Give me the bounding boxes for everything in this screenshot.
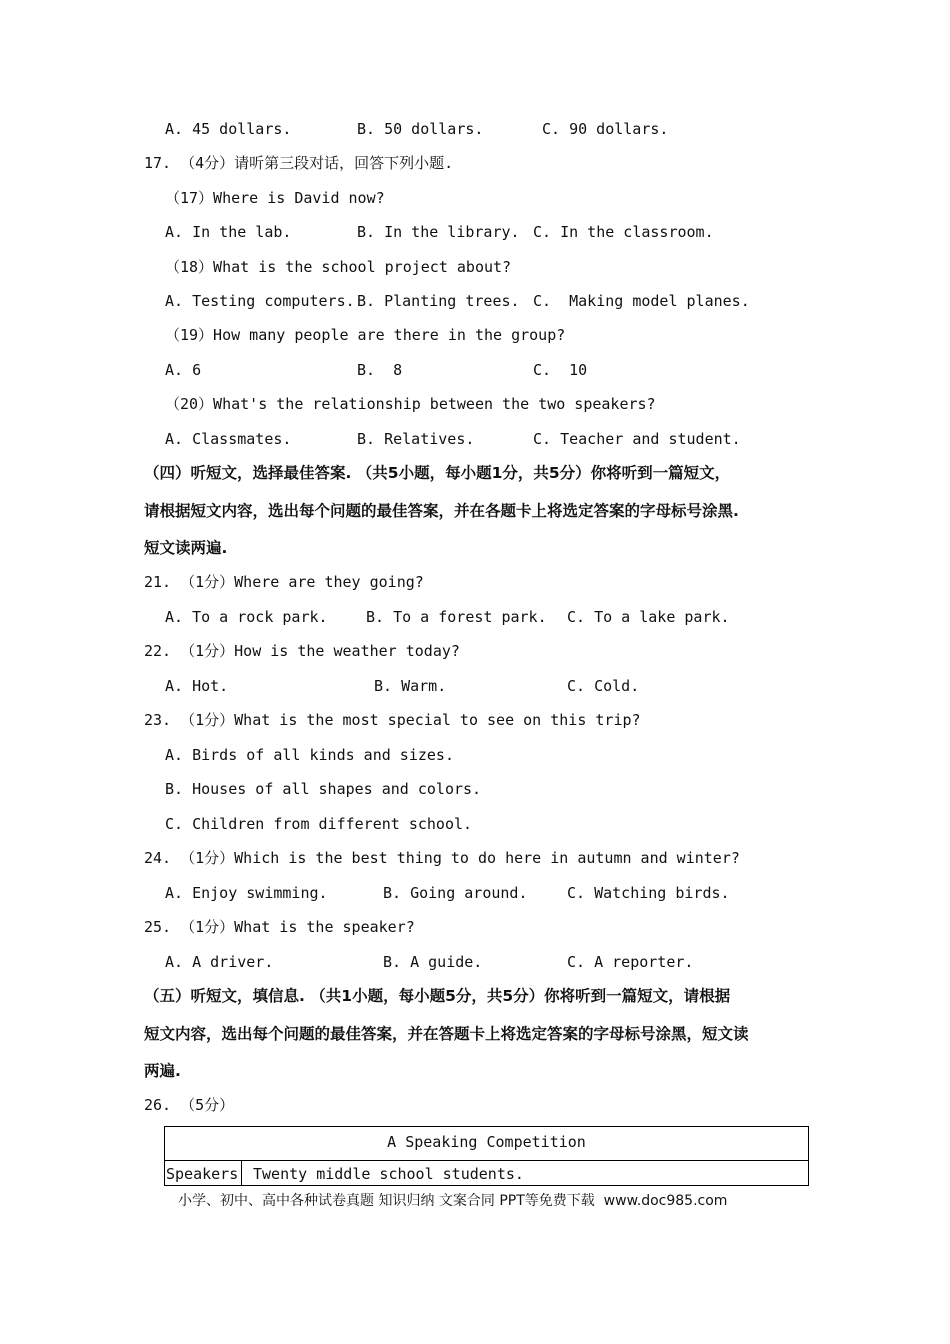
sub18-option-a: A. Testing computers.: [165, 292, 355, 310]
sub20-option-c: C. Teacher and student.: [533, 430, 741, 448]
q22-option-c: C. Cold.: [567, 677, 640, 695]
sub19-option-c: C. 10: [533, 361, 588, 379]
q25-option-b: B. A guide.: [383, 953, 483, 971]
section5-line-2: 短文内容，选出每个问题的最佳答案，并在答题卡上将选定答案的字母标号涂黑，短文读: [144, 1025, 749, 1043]
q25-text: 25. （1分）What is the speaker?: [144, 918, 415, 936]
sub20-option-b: B. Relatives.: [357, 430, 475, 448]
q24-text: 24. （1分）Which is the best thing to do here in autumn and winter?: [144, 849, 740, 867]
q26-text: 26. （5分）: [144, 1096, 235, 1114]
footer-text: 小学、初中、高中各种试卷真题 知识归纳 文案合同 PPT等免费下载 www.doc985.com: [178, 1193, 728, 1209]
q21-option-c: C. To a lake park.: [567, 608, 730, 626]
info-table: [164, 1126, 809, 1186]
q17-header: 17. （4分）请听第三段对话，回答下列小题.: [144, 154, 454, 172]
q24-option-a: A. Enjoy swimming.: [165, 884, 328, 902]
table-row-label: Speakers: [165, 1161, 242, 1185]
q16-option-b: B. 50 dollars.: [357, 120, 484, 138]
q17-sub20: （20）What's the relationship between the two speakers?: [165, 395, 656, 413]
q23-option-c: C. Children from different school.: [165, 815, 473, 833]
q24-option-b: B. Going around.: [383, 884, 528, 902]
q22-option-b: B. Warm.: [374, 677, 447, 695]
q16-option-c: C. 90 dollars.: [542, 120, 669, 138]
section4-line-2: 请根据短文内容，选出每个问题的最佳答案，并在各题卡上将选定答案的字母标号涂黑.: [144, 502, 739, 520]
sub18-option-c: C. Making model planes.: [533, 292, 750, 310]
sub17-option-c: C. In the classroom.: [533, 223, 714, 241]
sub19-option-a: A. 6: [165, 361, 202, 379]
sub17-option-a: A. In the lab.: [165, 223, 292, 241]
q22-text: 22. （1分）How is the weather today?: [144, 642, 460, 660]
sub19-option-b: B. 8: [357, 361, 403, 379]
section4-line-3: 短文读两遍.: [144, 539, 228, 557]
q23-text: 23. （1分）What is the most special to see on this trip?: [144, 711, 641, 729]
sub17-option-b: B. In the library.: [357, 223, 520, 241]
q17-sub18: （18）What is the school project about?: [165, 258, 512, 276]
q17-sub19: （19）How many people are there in the group?: [165, 326, 566, 344]
q17-sub17: （17）Where is David now?: [165, 189, 385, 207]
table-row-value: Twenty middle school students.: [253, 1165, 524, 1183]
section5-line-1: （五）听短文，填信息. （共1小题，每小题5分，共5分）你将听到一篇短文，请根据: [144, 987, 731, 1005]
q16-option-a: A. 45 dollars.: [165, 120, 292, 138]
q25-option-c: C. A reporter.: [567, 953, 694, 971]
q25-option-a: A. A driver.: [165, 953, 274, 971]
section5-line-3: 两遍.: [144, 1062, 181, 1080]
q23-option-a: A. Birds of all kinds and sizes.: [165, 746, 454, 764]
q21-option-b: B. To a forest park.: [366, 608, 547, 626]
section4-line-1: （四）听短文，选择最佳答案. （共5小题，每小题1分，共5分）你将听到一篇短文，: [144, 464, 731, 482]
sub18-option-b: B. Planting trees.: [357, 292, 520, 310]
sub20-option-a: A. Classmates.: [165, 430, 292, 448]
table-title: A Speaking Competition: [165, 1127, 808, 1161]
q24-option-c: C. Watching birds.: [567, 884, 730, 902]
q22-option-a: A. Hot.: [165, 677, 229, 695]
q23-option-b: B. Houses of all shapes and colors.: [165, 780, 482, 798]
q21-text: 21. （1分）Where are they going?: [144, 573, 424, 591]
q21-option-a: A. To a rock park.: [165, 608, 328, 626]
